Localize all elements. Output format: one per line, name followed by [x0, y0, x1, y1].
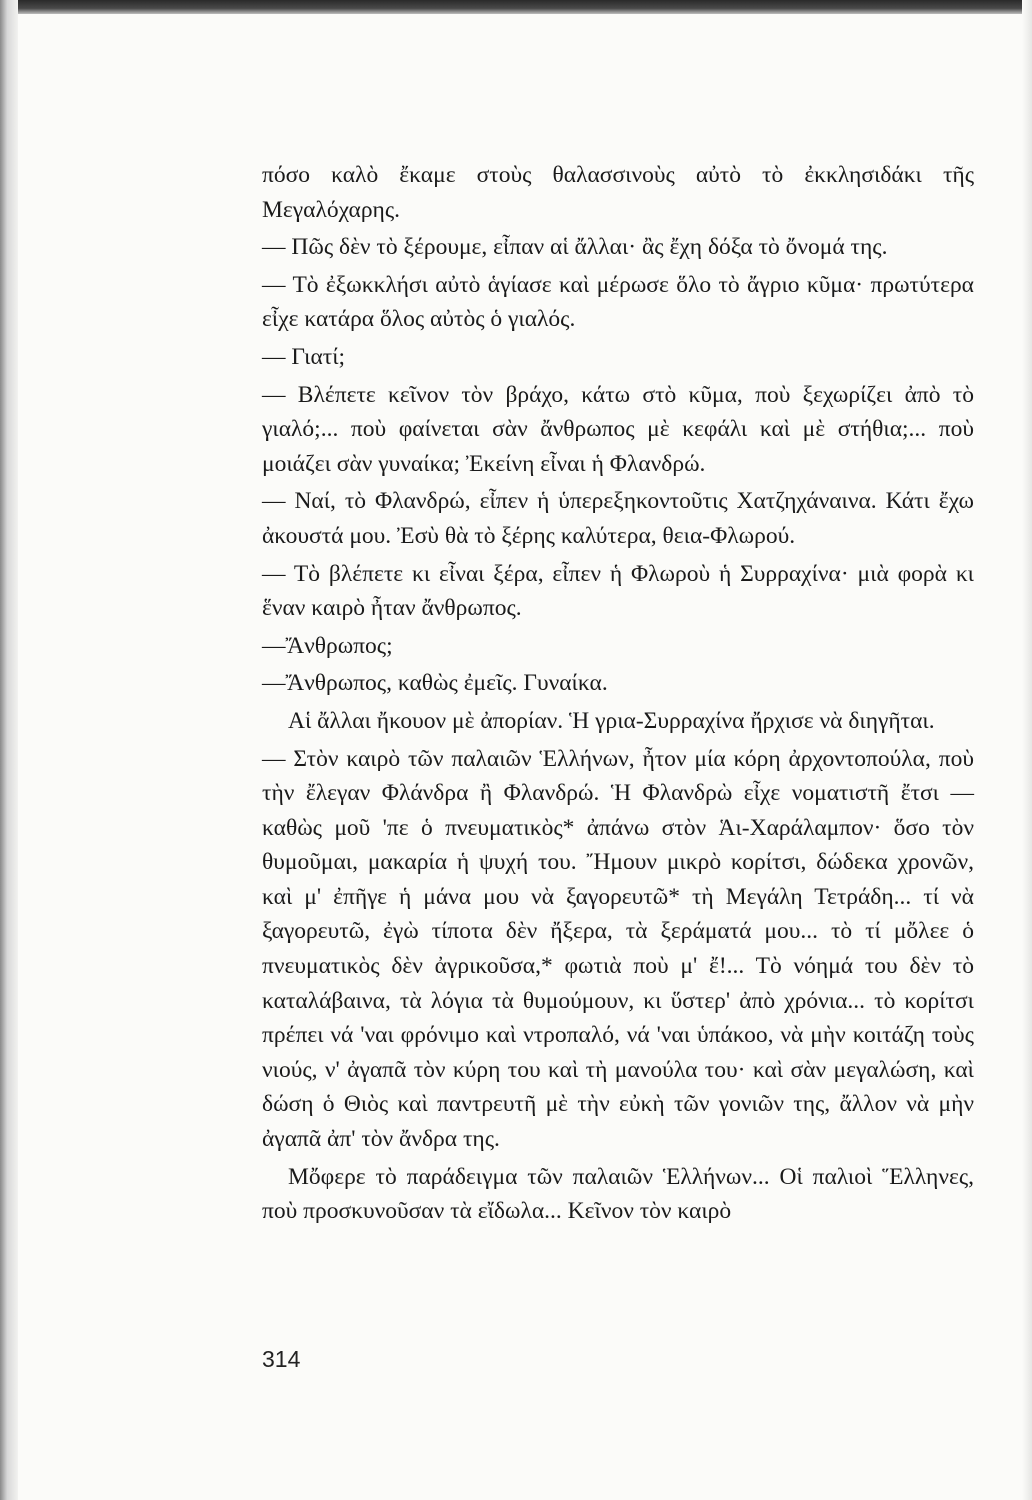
- dialogue-line: — Τὸ βλέπετε κι εἶναι ξέρα, εἶπεν ἡ Φλωροὺ ἡ Συρραχίνα· μιὰ φορὰ κι ἕναν καιρὸ ἦταν ἄνθρωπος.: [262, 560, 974, 622]
- dialogue-line: —Ἄνθρωπος;: [262, 632, 393, 659]
- body-text: [262, 158, 974, 1232]
- scan-top-edge: [0, 0, 1032, 14]
- page-number: 314: [262, 1346, 301, 1372]
- paragraph: Αἱ ἄλλαι ἤκουον μὲ ἀπορίαν. Ἡ γρια-Συρραχίνα ἤρχισε νὰ διηγῆται.: [288, 707, 935, 734]
- scan-right-edge: [1022, 0, 1032, 1500]
- dialogue-line: — Πῶς δὲν τὸ ξέρουμε, εἶπαν αἱ ἄλλαι· ἂς ἔχη δόξα τὸ ὄνομά της.: [262, 234, 888, 261]
- dialogue-line: — Στὸν καιρὸ τῶν παλαιῶν Ἑλλήνων, ἦτον μία κόρη ἀρχοντοπούλα, ποὺ τὴν ἔλεγαν Φλάνδρα ἢ Φλανδρώ. Ἡ Φλανδρὼ εἶχε νοματιστῆ ἔτσι —καθὼς μοῦ 'πε ὁ πνευματικὸς* ἀπάνω στὸν Ἁι-Χαράλαμπον· ὅσο τὸν θυμοῦμαι, μακαρία ἡ ψυχή του. Ἤμουν μικρὸ κορίτσι, δώδεκα χρονῶν, καὶ μ' ἐπῆγε ἡ μάνα μου νὰ ξαγορευτῶ* τὴ Μεγάλη Τετράδη... τί νὰ ξαγορευτῶ, ἐγὼ τίποτα δὲν ἤξερα, τὰ ξεράματά μου... τὸ τί μὄλεε ὁ πνευματικὸς δὲν ἀγρικοῦσα,* φωτιὰ ποὺ μ' ἔ!... Τὸ νόημά του δὲν τὸ καταλάβαινα, τὰ λόγια τὰ θυμούμουν, κι ὕστερ' ἀπὸ χρόνια... τὸ κορίτσι πρέπει νά 'ναι φρόνιμο καὶ ντροπαλό, νά 'ναι ὑπάκοο, νὰ μὴν κοιτάζη τοὺς νιούς, ν' ἀγαπᾶ τὸν κύρη του καὶ τὴ μανούλα του· καὶ σὰν μεγαλώση, καὶ δώση ὁ Θιὸς καὶ παντρευτῆ μὲ τὴν εὐκὴ τῶν γονιῶν της, ἄλλον νὰ μὴν ἀγαπᾶ ἀπ' τὸν ἄνδρα της.: [262, 745, 974, 1153]
- dialogue-line: — Τὸ ἐξωκκλήσι αὐτὸ ἁγίασε καὶ μέρωσε ὅλο τὸ ἄγριο κῦμα· πρωτύτερα εἶχε κατάρα ὅλος αὐτὸς ὁ γιαλός.: [262, 271, 974, 333]
- dialogue-line: —Ἄνθρωπος, καθὼς ἐμεῖς. Γυναίκα.: [262, 670, 608, 697]
- book-spine-shadow: [0, 0, 18, 1500]
- dialogue-line: — Γιατί;: [262, 343, 346, 370]
- dialogue-line: — Βλέπετε κεῖνον τὸν βράχο, κάτω στὸ κῦμα, ποὺ ξεχωρίζει ἀπὸ τὸ γιαλό;... ποὺ φαίνεται σὰν ἄνθρωπος μὲ κεφάλι καὶ μὲ στήθια;... ποὺ μοιάζει σὰν γυναίκα; Ἐκείνη εἶναι ἡ Φλανδρώ.: [262, 381, 974, 477]
- paragraph: Μὄφερε τὸ παράδειγμα τῶν παλαιῶν Ἑλλήνων... Οἱ παλιοὶ Ἕλληνες, ποὺ προσκυνοῦσαν τὰ εἴδωλα... Κεῖνον τὸν καιρὸ: [262, 1163, 974, 1225]
- dialogue-line: — Ναί, τὸ Φλανδρώ, εἶπεν ἡ ὑπερεξηκοντοῦτις Χατζηχάναινα. Κάτι ἔχω ἀκουστά μου. Ἐσὺ θὰ τὸ ξέρης καλύτερα, θεια-Φλωρού.: [262, 488, 974, 549]
- paragraph: πόσο καλὸ ἔκαμε στοὺς θαλασσινοὺς αὐτὸ τὸ ἐκκλησιδάκι τῆς Μεγαλόχαρης.: [262, 162, 974, 223]
